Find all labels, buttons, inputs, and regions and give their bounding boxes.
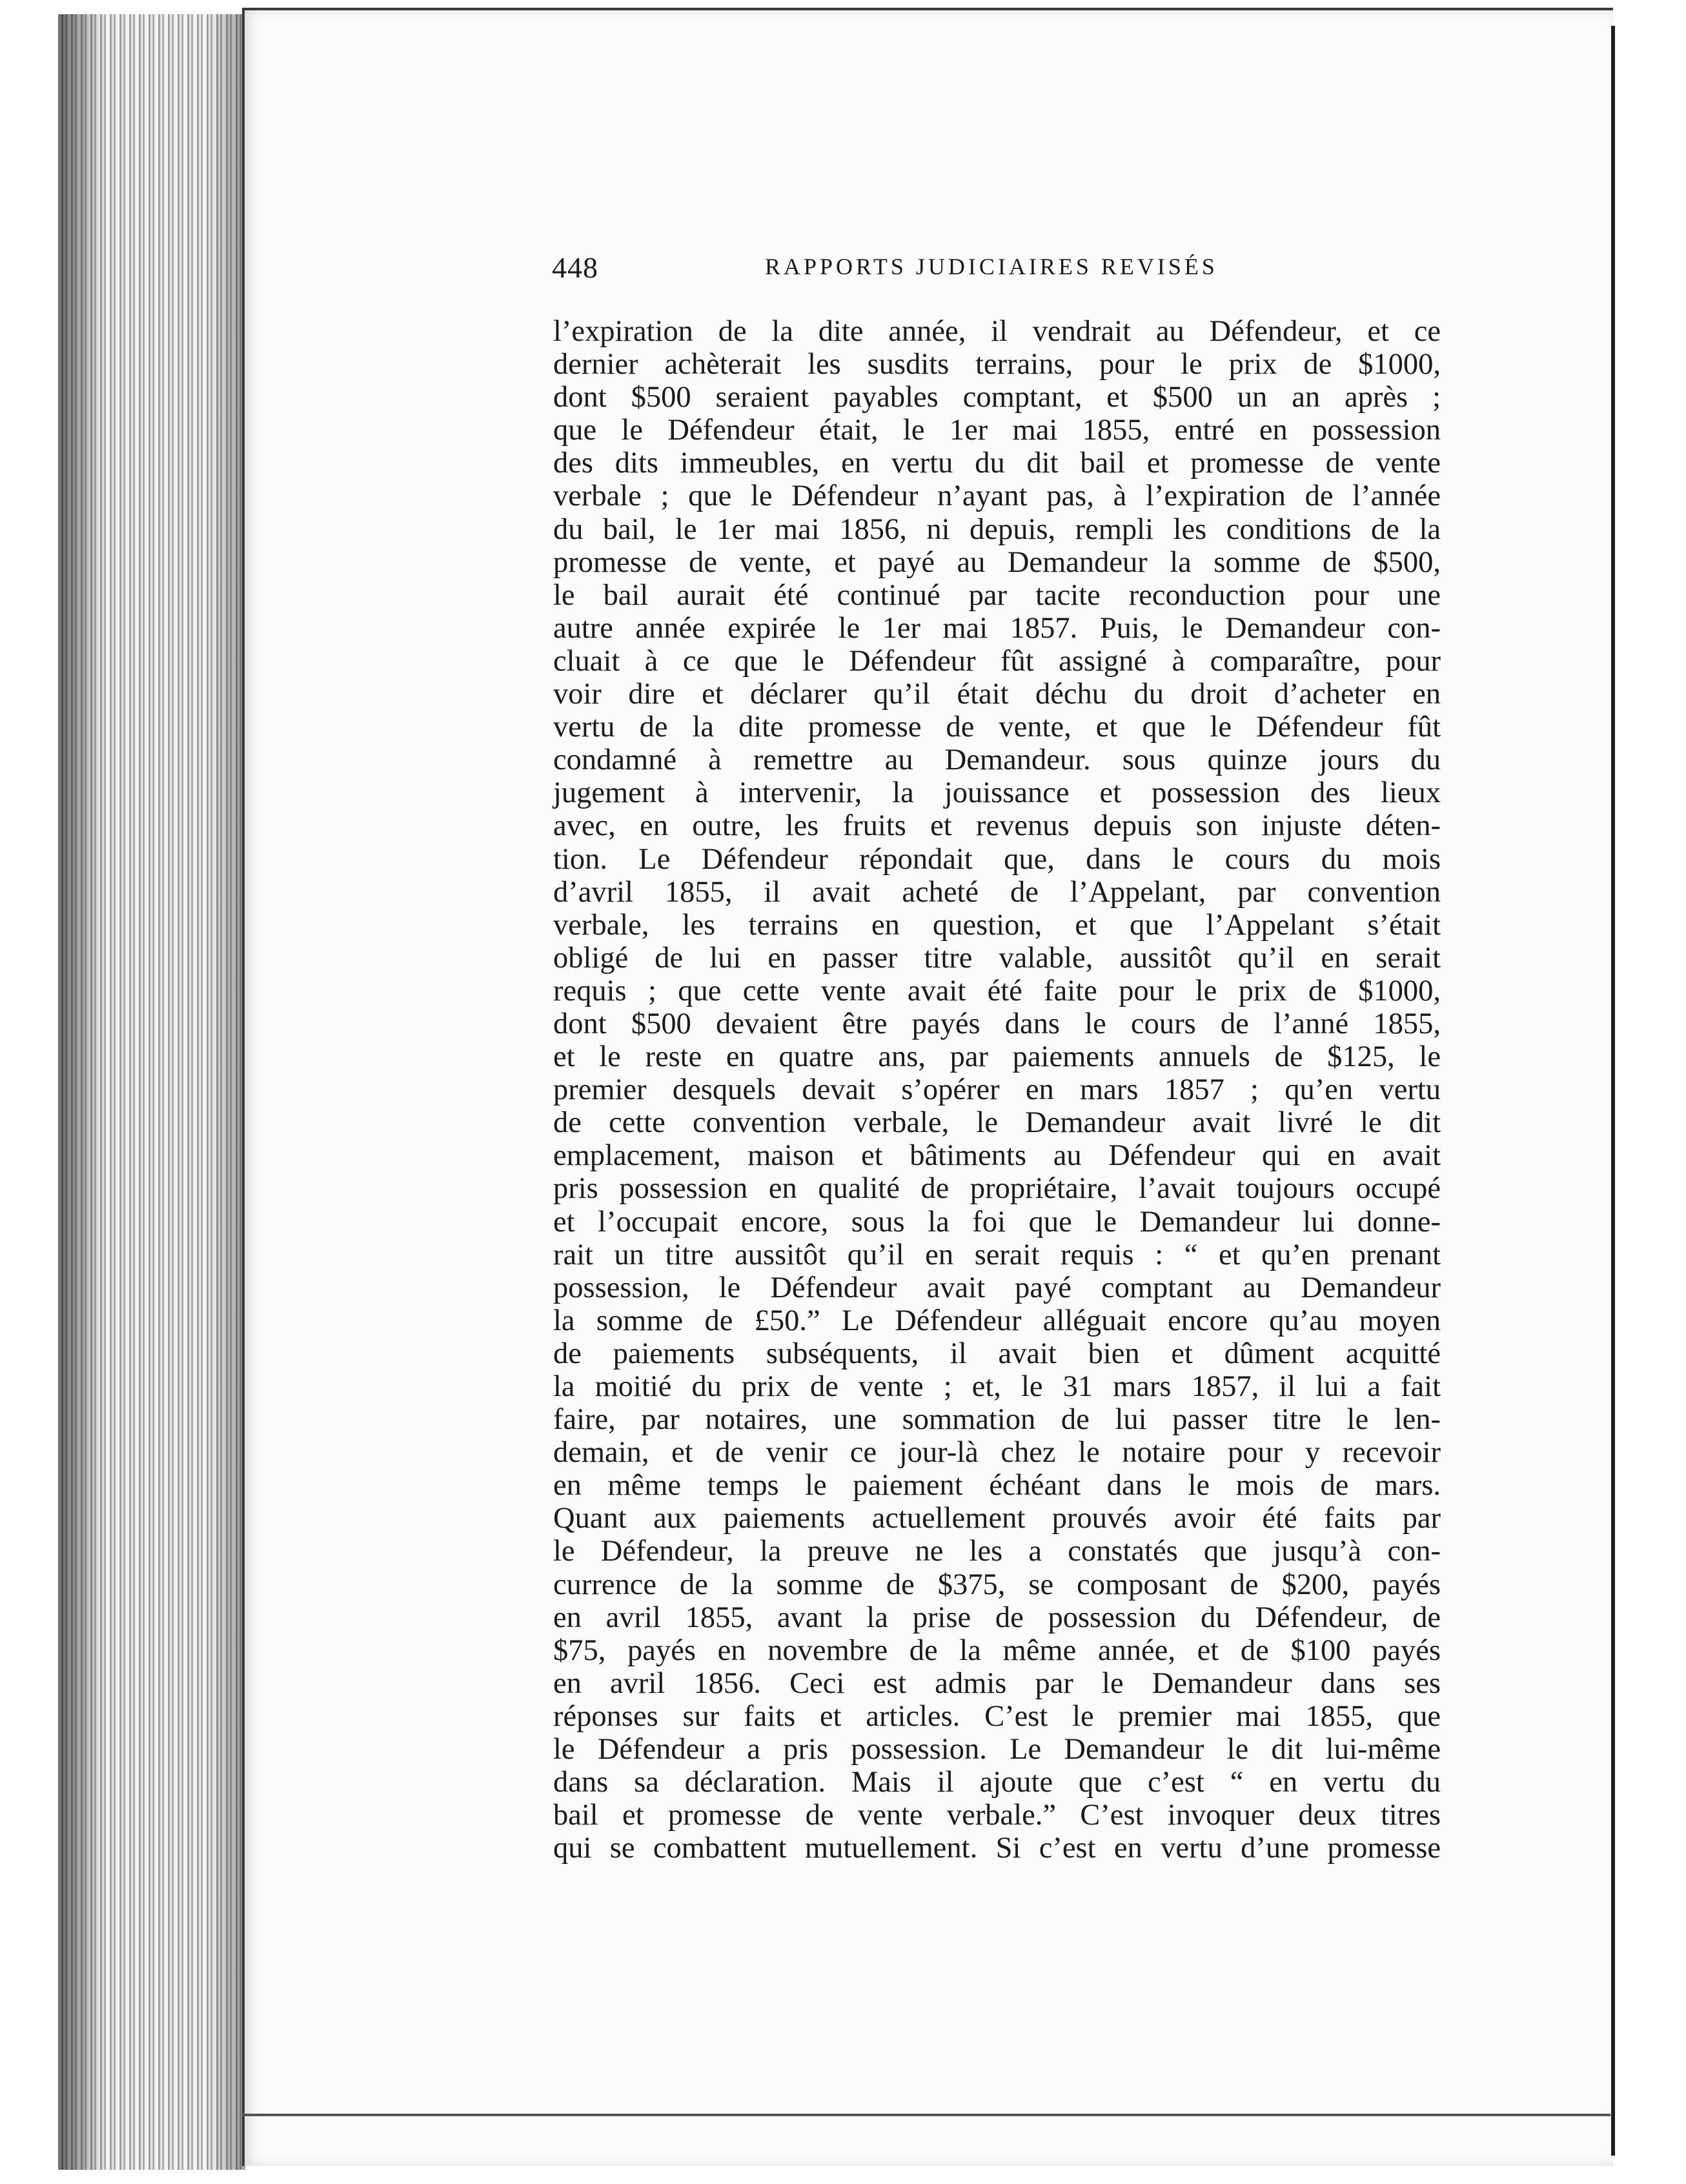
text-line: premier desquels devait s’opérer en mars 1857 ; qu’en vertu [553, 1073, 1441, 1107]
text-line: le bail aurait été continué par tacite reconduction pour une [553, 578, 1441, 612]
text-line: le Défendeur a pris possession. Le Demandeur le dit lui-même [553, 1733, 1441, 1766]
text-line: de cette convention verbale, le Demandeur avait livré le dit [553, 1106, 1441, 1140]
text-line: et l’occupait encore, sous la foi que le Demandeur lui donne- [553, 1205, 1441, 1239]
text-line: obligé de lui en passer titre valable, aussitôt qu’il en serait [553, 941, 1441, 975]
text-line: du bail, le 1er mai 1856, ni depuis, rempli les conditions de la [553, 512, 1441, 546]
text-line: en avril 1855, avant la prise de possession du Défendeur, de [553, 1601, 1441, 1634]
text-line: vertu de la dite promesse de vente, et que le Défendeur fût [553, 711, 1441, 744]
body-text [553, 315, 1441, 1865]
text-line: cluait à ce que le Défendeur fût assigné à comparaître, pour [553, 644, 1441, 678]
text-line: tion. Le Défendeur répondait que, dans le cours du mois [553, 842, 1441, 876]
text-line: condamné à remettre au Demandeur. sous quinze jours du [553, 743, 1441, 777]
text-line: la moitié du prix de vente ; et, le 31 mars 1857, il lui a fait [553, 1370, 1441, 1403]
text-line: voir dire et déclarer qu’il était déchu du droit d’acheter en [553, 678, 1441, 711]
text-line: Quant aux paiements actuellement prouvés avoir été faits par [553, 1502, 1441, 1535]
text-line: $75, payés en novembre de la même année, et de $100 payés [553, 1633, 1441, 1667]
book-page-edges [58, 14, 245, 2170]
running-head [552, 250, 1443, 289]
text-line: et le reste en quatre ans, par paiements annuels de $125, le [553, 1040, 1441, 1074]
text-line: demain, et de venir ce jour-là chez le notaire pour y recevoir [553, 1436, 1441, 1470]
text-line: verbale, les terrains en question, et que l’Appelant s’était [553, 908, 1441, 942]
text-line: emplacement, maison et bâtiments au Défendeur qui en avait [553, 1139, 1441, 1173]
text-line: possession, le Défendeur avait payé comptant au Demandeur [553, 1271, 1441, 1304]
text-line: requis ; que cette vente avait été faite pour le prix de $1000, [553, 974, 1441, 1007]
text-line: verbale ; que le Défendeur n’ayant pas, à l’expiration de l’année [553, 480, 1441, 513]
text-line: de paiements subséquents, il avait bien et dûment acquitté [553, 1337, 1441, 1370]
text-line: en avril 1856. Ceci est admis par le Demandeur dans ses [553, 1666, 1441, 1700]
text-line: qui se combattent mutuellement. Si c’est en vertu d’une promesse [553, 1832, 1441, 1865]
facing-page-edge [1611, 26, 1615, 2156]
text-line: réponses sur faits et articles. C’est le premier mai 1855, que [553, 1699, 1441, 1733]
text-line: dans sa déclaration. Mais il ajoute que c’est “ en vertu du [553, 1766, 1441, 1799]
text-line: autre année expirée le 1er mai 1857. Puis, le Demandeur con- [553, 611, 1441, 645]
text-line: jugement à intervenir, la jouissance et possession des lieux [553, 776, 1441, 810]
text-line: le Défendeur, la preuve ne les a constatés que jusqu’à con- [553, 1535, 1441, 1568]
text-line: dont $500 devaient être payés dans le cours de l’anné 1855, [553, 1007, 1441, 1040]
text-line: l’expiration de la dite année, il vendrait au Défendeur, et ce [553, 315, 1441, 348]
page-number: 448 [552, 251, 598, 284]
text-line: d’avril 1855, il avait acheté de l’Appelant, par convention [553, 875, 1441, 909]
text-line: pris possession en qualité de propriétaire, l’avait toujours occupé [553, 1172, 1441, 1206]
page-bottom-edge [242, 2114, 1610, 2116]
text-line: currence de la somme de $375, se composant de $200, payés [553, 1568, 1441, 1601]
text-line: bail et promesse de vente verbale.” C’est invoquer deux titres [553, 1799, 1441, 1832]
text-line: dont $500 seraient payables comptant, et $500 un an après ; [553, 381, 1441, 414]
text-line: faire, par notaires, une sommation de lui passer titre le len- [553, 1403, 1441, 1437]
text-line: promesse de vente, et payé au Demandeur la somme de $500, [553, 545, 1441, 579]
text-line: avec, en outre, les fruits et revenus depuis son injuste déten- [553, 809, 1441, 843]
text-line: que le Défendeur était, le 1er mai 1855, entré en possession [553, 414, 1441, 447]
text-line: rait un titre aussitôt qu’il en serait requis : “ et qu’en prenant [553, 1238, 1441, 1271]
text-line: la somme de £50.” Le Défendeur alléguait encore qu’au moyen [553, 1304, 1441, 1337]
text-line: des dits immeubles, en vertu du dit bail et promesse de vente [553, 447, 1441, 480]
text-line: en même temps le paiement échéant dans le mois de mars. [553, 1469, 1441, 1502]
running-title: RAPPORTS JUDICIAIRES REVISÉS [765, 254, 1218, 279]
text-line: dernier achèterait les susdits terrains, pour le prix de $1000, [553, 348, 1441, 381]
